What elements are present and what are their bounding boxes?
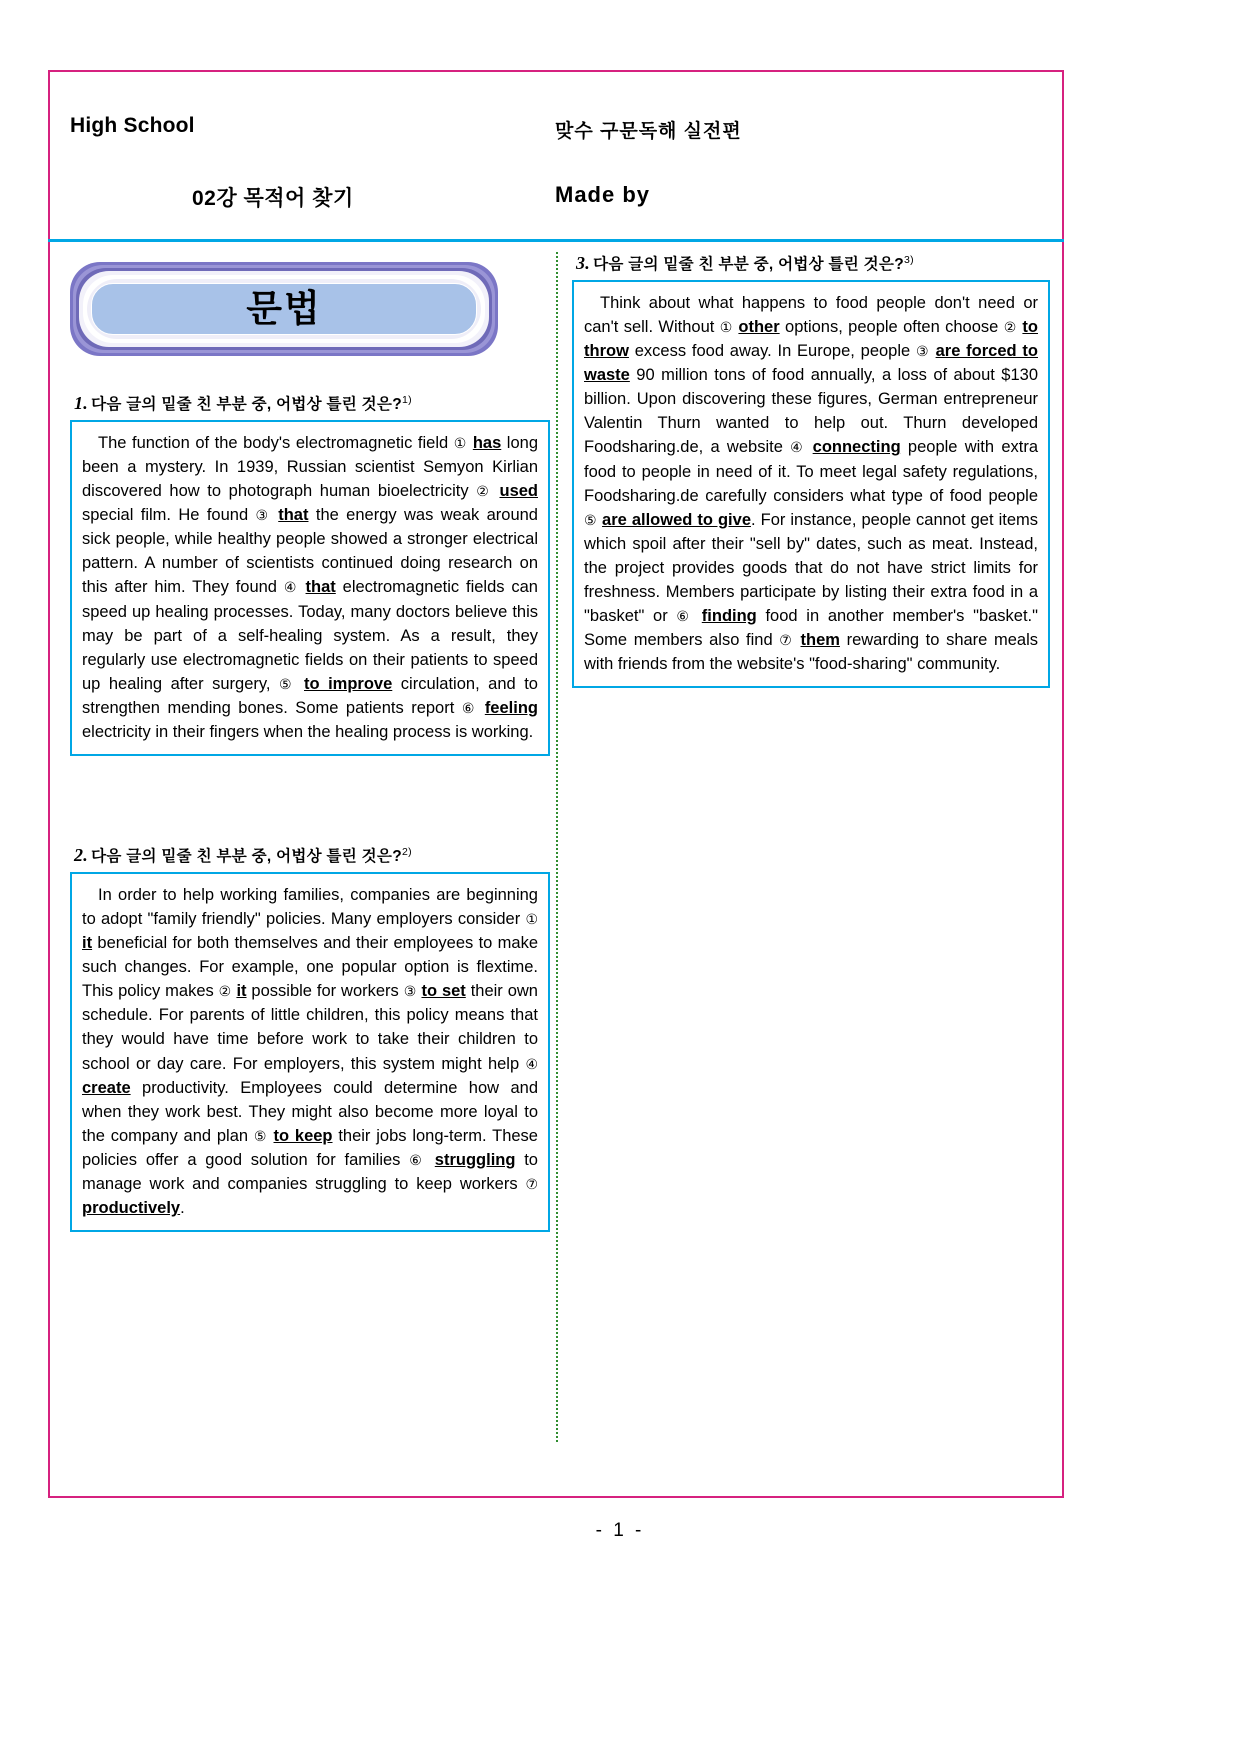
choice-number: ⑤	[253, 1127, 268, 1144]
underlined-choice: it	[236, 982, 247, 1001]
choice-number: ④	[790, 439, 806, 456]
choice-number: ⑦	[779, 632, 794, 649]
question-2-passage	[70, 872, 550, 1232]
choice-number: ②	[476, 483, 492, 500]
made-by-label: Made by	[555, 182, 651, 207]
question-1-passage	[70, 420, 550, 756]
question-3-number: 3.	[576, 253, 591, 273]
choice-number: ②	[1003, 319, 1018, 336]
passage-text: Think about what happens to food people don't need or can't sell. Without ① other options, people often choose ② to throw excess food away. In Europe, people ③ are forced to waste 90 million tons of food annually, a loss of about $130 billion. Upon discovering these figures, German entrepreneur Valentin Thurn wanted to help out. Thurn developed Foodsharing.de, a website ④ connecting people with extra food to people in need of it. To meet legal safety regulations, Foodsharing.de carefully considers what type of food people ⑤ are allowed to give. For instance, people cannot get items which spoil after their "sell by" dates, such as meat. Instead, the project provides goods that do not have strict limits for freshness. Members participate by listing their extra food in a "basket" or ⑥ finding food in another member's "basket." Some members also find ⑦ them rewarding to share meals with friends from the website's "food-sharing" community.	[584, 294, 1038, 674]
underlined-choice: are forced to waste	[584, 342, 1038, 385]
book-title: 맞수 구문독해 실전편	[555, 121, 742, 142]
choice-number: ①	[525, 911, 538, 928]
underlined-choice: has	[472, 434, 502, 452]
lesson-title: 02강 목적어 찾기	[192, 187, 354, 210]
section-banner	[70, 262, 498, 356]
choice-number: ①	[453, 435, 468, 451]
column-divider	[556, 252, 558, 1442]
underlined-choice: it	[82, 934, 93, 953]
choice-number: ④	[283, 579, 299, 596]
underlined-choice: connecting	[812, 438, 901, 457]
underlined-choice: that	[305, 578, 336, 597]
banner-label: 문법	[246, 288, 322, 329]
passage-text: In order to help working families, companies are beginning to adopt "family friendly" policies. Many employers consider ① it beneficial for both themselves and their employees to make such changes. For example, one popular option is flextime. This policy makes ② it possible for workers ③ to set their own schedule. For parents of little children, this policy means that they would have time before work to take their children to school or day care. For employers, this system might help ④ create productivity. Employees could determine how and when they work best. They might also become more loyal to the company and plan ⑤ to keep their jobs long-term. These policies offer a good solution for families ⑥ struggling to manage work and companies struggling to keep workers ⑦ productively.	[82, 886, 538, 1218]
choice-number: ③	[255, 507, 271, 524]
choice-number: ④	[525, 1055, 538, 1072]
underlined-choice: are allowed to give	[602, 510, 751, 529]
question-2	[70, 844, 550, 1232]
underlined-choice: to improve	[304, 674, 393, 693]
choice-number: ③	[916, 343, 930, 360]
choice-number: ⑥	[676, 608, 694, 625]
header-row-top	[50, 114, 1062, 148]
header-row-bottom	[50, 182, 1062, 216]
choice-number: ⑤	[279, 675, 296, 692]
underlined-choice: other	[738, 318, 780, 337]
choice-number: ⑦	[525, 1175, 538, 1192]
right-column	[572, 252, 1050, 688]
header-divider-rule	[48, 239, 1064, 242]
question-3-prompt: 다음 글의 밑줄 친 부분 중, 어법상 틀린 것은?	[593, 256, 904, 273]
question-1-footnote: 1)	[401, 393, 412, 406]
school-label: High School	[70, 114, 195, 137]
choice-number: ⑤	[584, 511, 597, 528]
underlined-choice: to throw	[584, 318, 1038, 361]
choice-number: ⑥	[409, 1151, 426, 1168]
page-footer: - 1 -	[595, 1520, 645, 1541]
question-2-prompt: 다음 글의 밑줄 친 부분 중, 어법상 틀린 것은?	[91, 848, 402, 866]
left-column	[70, 252, 550, 1232]
underlined-choice: to keep	[273, 1126, 333, 1145]
underlined-choice: finding	[701, 607, 757, 626]
choice-number: ③	[403, 983, 417, 1000]
underlined-choice: feeling	[484, 698, 538, 717]
question-2-title	[74, 844, 550, 866]
question-2-footnote: 2)	[401, 845, 412, 858]
underlined-choice: create	[82, 1078, 131, 1097]
choice-number: ②	[218, 983, 232, 1000]
underlined-choice: to set	[421, 982, 466, 1001]
question-3-footnote: 3)	[903, 253, 914, 266]
question-1-title	[74, 392, 550, 414]
underlined-choice: them	[800, 631, 840, 650]
choice-number: ①	[719, 319, 734, 336]
question-1	[70, 392, 550, 756]
question-1-number: 1.	[74, 393, 89, 413]
question-3	[572, 252, 1050, 688]
worksheet-header	[50, 72, 1062, 238]
passage-text: The function of the body's electromagnetic field ① has long been a mystery. In 1939, Russian scientist Semyon Kirlian discovered how to photograph human bioelectricity ② used special film. He found ③ that the energy was weak around sick people, while healthy people showed a stronger electrical pattern. A number of scientists continued doing research on this after him. They found ④ that electromagnetic fields can speed up healing processes. Today, many doctors believe this may be part of a self-healing system. As a result, they regularly use electromagnetic fields on their patients to speed up healing after surgery, ⑤ to improve circulation, and to strengthen mending bones. Some patients report ⑥ feeling electricity in their fingers when the healing process is working.	[82, 434, 538, 741]
question-1-prompt: 다음 글의 밑줄 친 부분 중, 어법상 틀린 것은?	[91, 396, 402, 413]
underlined-choice: that	[278, 506, 309, 525]
choice-number: ⑥	[461, 699, 478, 716]
question-3-title	[576, 252, 1050, 274]
underlined-choice: struggling	[434, 1150, 516, 1169]
underlined-choice: productively	[82, 1199, 181, 1218]
question-3-passage	[572, 280, 1050, 688]
underlined-choice: used	[499, 482, 538, 501]
question-2-number: 2.	[74, 845, 89, 866]
